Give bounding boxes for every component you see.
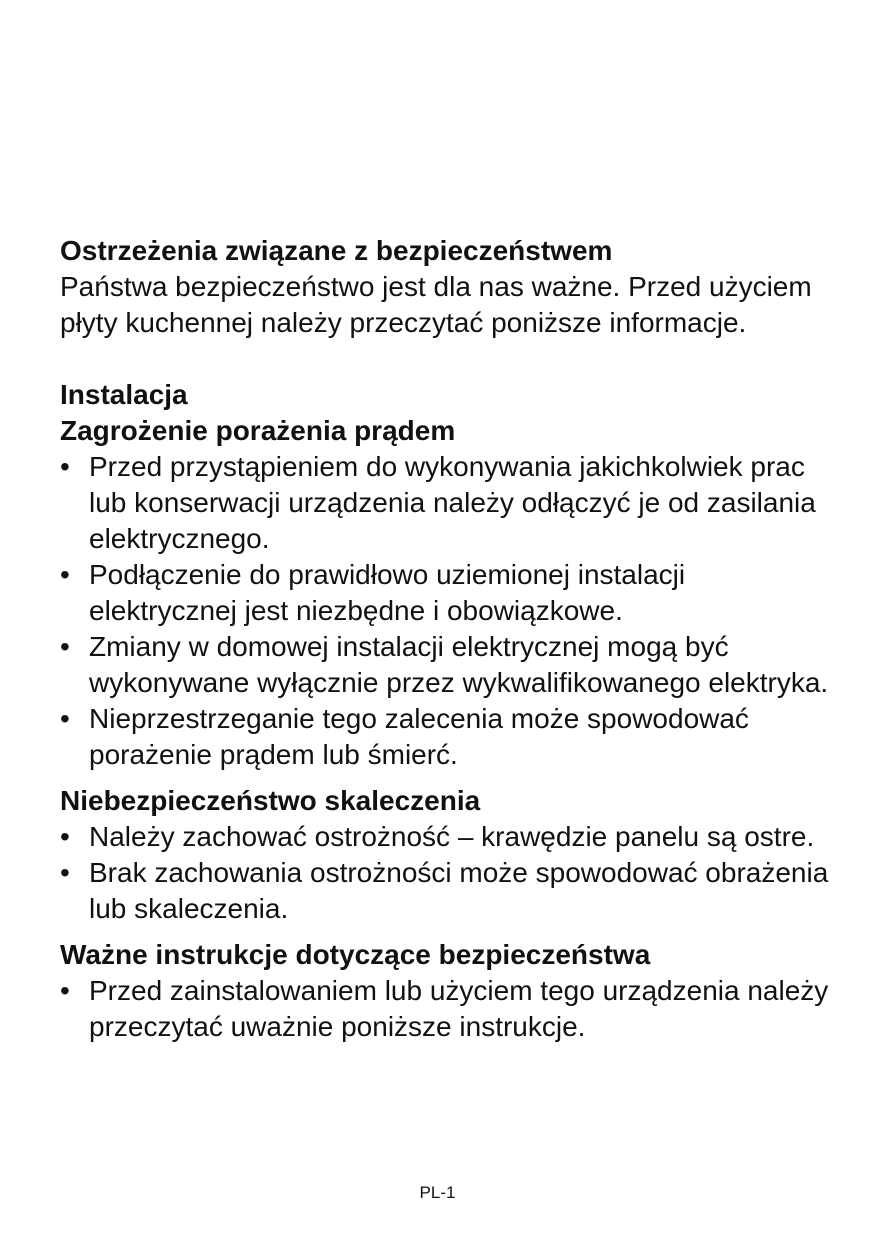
bullet-icon: • [60,857,70,888]
cut-hazard-heading: Niebezpieczeństwo skaleczenia [60,785,481,816]
cut-hazard-list [60,819,840,927]
list-item-text: Nieprzestrzeganie tego zalecenia może spowodować porażenie prądem lub śmierć. [89,703,749,770]
safety-intro: Państwa bezpieczeństwo jest dla nas ważne. Przed użyciem płyty kuchennej należy przeczytać poniższe informacje. [60,271,812,338]
bullet-icon: • [60,703,70,734]
shock-hazard-heading: Zagrożenie porażenia prądem [60,415,456,446]
spacer [60,773,840,783]
list-item [60,819,840,855]
spacer [60,927,840,937]
list-item [60,855,840,927]
list-item [60,973,840,1045]
installation-heading: Instalacja [60,379,188,410]
list-item-text: Należy zachować ostrożność – krawędzie panelu są ostre. [89,821,815,852]
bullet-icon: • [60,975,70,1006]
important-instructions-heading: Ważne instrukcje dotyczące bezpieczeństwa [60,939,651,970]
list-item-text: Przed zainstalowaniem lub użyciem tego urządzenia należy przeczytać uważnie poniższe instrukcje. [89,975,829,1042]
bullet-icon: • [60,821,70,852]
bullet-icon: • [60,559,70,590]
safety-heading: Ostrzeżenia związane z bezpieczeństwem [60,235,613,266]
list-item [60,701,840,773]
list-item [60,449,840,557]
shock-hazard-list [60,449,840,773]
list-item-text: Przed przystąpieniem do wykonywania jakichkolwiek prac lub konserwacji urządzenia należy odłączyć je od zasilania elektrycznego. [89,451,816,554]
document-page [60,233,840,1045]
bullet-icon: • [60,631,70,662]
spacer [60,341,840,377]
bullet-icon: • [60,451,70,482]
list-item-text: Brak zachowania ostrożności może spowodować obrażenia lub skaleczenia. [89,857,829,924]
list-item [60,629,840,701]
list-item-text: Zmiany w domowej instalacji elektrycznej mogą być wykonywane wyłącznie przez wykwalifikowanego elektryka. [89,631,829,698]
list-item-text: Podłączenie do prawidłowo uziemionej instalacji elektrycznej jest niezbędne i obowiązkowe. [89,559,686,626]
important-instructions-list [60,973,840,1045]
list-item [60,557,840,629]
page-number: PL-1 [419,1183,456,1202]
